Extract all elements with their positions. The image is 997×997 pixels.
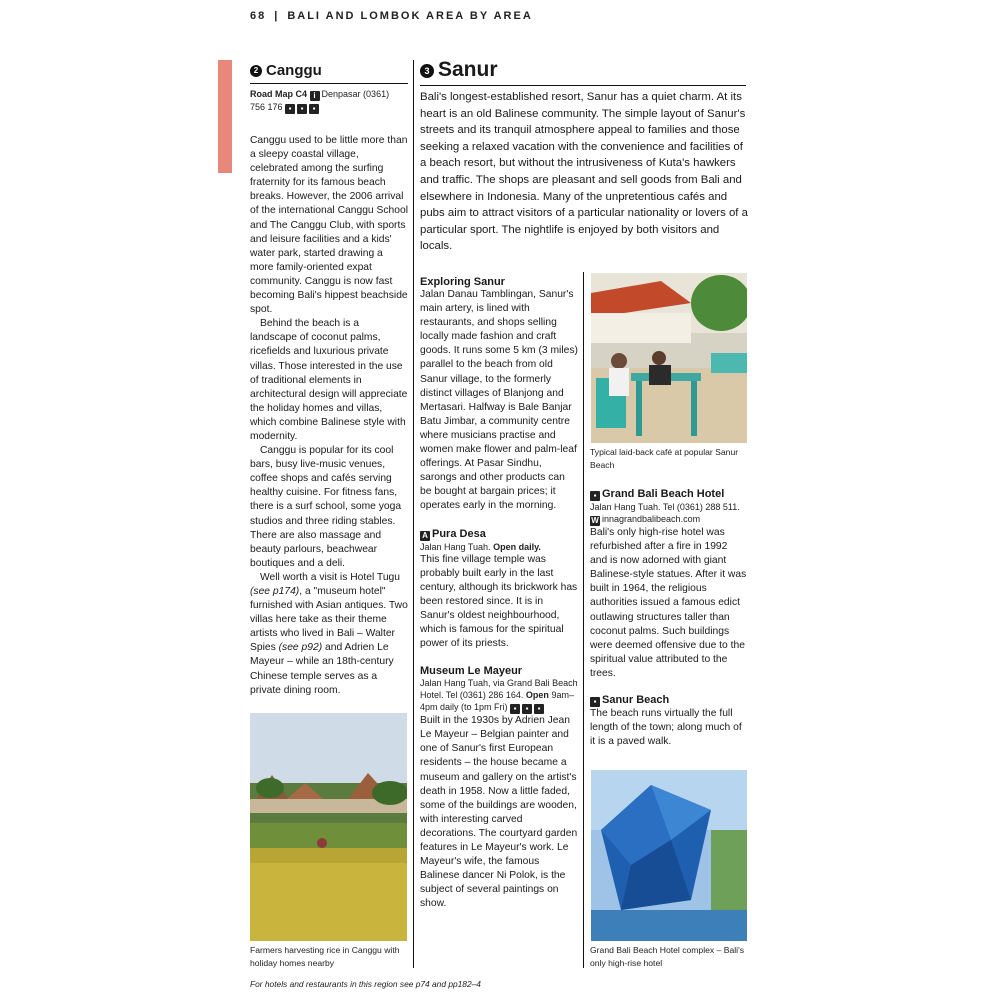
running-header <box>250 10 533 22</box>
address: Jalan Hang Tuah. <box>420 541 491 552</box>
pura-desa-info <box>420 541 578 553</box>
info-icon: i <box>310 91 320 101</box>
hotel-web <box>590 513 747 526</box>
entry-number: 2 <box>250 65 262 77</box>
section-title: BALI AND LOMBOK AREA BY AREA <box>287 10 533 22</box>
bus-icon: ▪ <box>285 104 295 114</box>
road-map-ref: Road Map C4 <box>250 89 308 99</box>
cross-reference: (see p174) <box>250 586 300 597</box>
column-divider <box>583 272 584 968</box>
exploring-text: Jalan Danau Tamblingan, Sanur's main artery, is lined with restaurants, and shops selling locally made fashion and craft goods. It runs some 5 km (3 miles) parallel to the beach from old Sanur village, to the formerly distinct villages of Blanjong and Mertasari. Halfway is Bale Banjar Batu Jimbar, a community centre where musicians practise and women make flower and palm-leaf offerings. At Pasar Sindhu, sarongs and other products can be bought at bargain prices; it operates early in the morning. <box>420 289 578 512</box>
accent-tab <box>218 60 232 173</box>
header-divider: | <box>274 10 280 22</box>
column-divider <box>413 60 414 968</box>
cross-reference: (see p92) <box>278 642 323 654</box>
hotel-heading <box>590 488 747 501</box>
hotel-section <box>590 488 747 749</box>
sanur-title: Sanur <box>438 58 498 81</box>
hotel-address: Jalan Hang Tuah. Tel (0361) 288 511. <box>590 502 740 512</box>
accessibility-icon: ▪ <box>309 104 319 114</box>
beach-title: Sanur Beach <box>602 694 670 707</box>
paragraph: Behind the beach is a landscape of coconut palms, ricefields and luxurious private villas. Those interested in the use of traditional elements in architectural design will appreciate the holiday homes and villas, which combine Balinese style with modernity. <box>250 318 408 442</box>
text-run: Well worth a visit is Hotel Tugu <box>260 571 401 583</box>
opening-hours: 9am–4pm daily (to 1pm Fri) <box>420 690 574 713</box>
heading-rule <box>250 83 408 84</box>
open-label: Open <box>525 690 549 701</box>
phone: 756 176 <box>250 102 283 112</box>
hotel-title: Grand Bali Beach Hotel <box>602 488 725 500</box>
beach-text: The beach runs virtually the full length of the town; along much of it is a paved walk. <box>590 708 742 748</box>
hotel-photo <box>591 770 747 941</box>
text-run: , a "museum hotel" furnished with Asian antiques. Two villas here take as their theme artists who lived in Bali – Walter Spies <box>250 586 408 654</box>
hotel-icon: ▪ <box>590 491 600 501</box>
entry-number: 3 <box>420 64 434 78</box>
pura-desa-text: This fine village temple was probably built early in the last century, although its brickwork has been restored since. It is in Sanur's oldest neighbourhood, which is famous for the spiritual power of its priests. <box>420 553 578 650</box>
canggu-title: Canggu <box>266 62 322 79</box>
hotel-photo-caption: Grand Bali Beach Hotel complex – Bali's only high-rise hotel <box>590 945 745 968</box>
opening-times: Open daily. <box>493 541 541 552</box>
restaurant-icon: ▪ <box>297 104 307 114</box>
pura-desa-heading <box>420 528 578 541</box>
sanur-intro: Bali's longest-established resort, Sanur has a quiet charm. At its heart is an old Balinese community. The simple layout of Sanur's streets and its tranquil atmosphere appeal to families and those seeking a relaxed vacation with the convenience and facilities of a beach resort, but without the intrusiveness of Kuta's hawkers and traffic. The shops are pleasant and sell goods from Bali and elsewhere in Indonesia. Many of the unpretentious cafés and pubs aim to attract visitors of a particular nationality or lovers of a particular sport. The nightlife is enjoyed by both visitors and locals. <box>420 91 748 253</box>
restaurant-icon: ▪ <box>522 704 532 714</box>
web-icon: W <box>591 516 599 525</box>
paragraph <box>250 571 408 698</box>
canggu-photo-caption: Farmers harvesting rice in Canggu with holiday homes nearby <box>250 945 400 968</box>
beach-heading <box>590 694 747 707</box>
cafe-photo-caption: Typical laid-back café at popular Sanur Beach <box>590 447 739 470</box>
hotel-text: Bali's only high-rise hotel was refurbished after a fire in 1992 and is now adorned with giant Balinese-style statues. After it was built in 1964, the religious authorities issued a famous edict outlawing structures taller than coconut palms. Such buildings were deemed offensive due to the spiritual value attributed to the trees. <box>590 527 747 679</box>
tourist-office: Denpasar (0361) <box>321 89 390 99</box>
address: Jalan Hang Tuah, via Grand Bali Beach Hotel. Tel (0361) 286 164. <box>420 678 578 701</box>
temple-icon: A <box>420 531 430 541</box>
paragraph: Canggu used to be little more than a sleepy coastal village, celebrated among the surfing fraternity for its famous beach breaks. However, the 2006 arrival of the international Canggu School and The Canggu Club, with sports and leisure facilities and a kids' water park, started drawing a more family-oriented expat community. Canggu is now fast becoming Bali's hippest beachside spot. <box>250 135 408 316</box>
accessibility-icon: ▪ <box>534 704 544 714</box>
museum-info <box>420 677 578 714</box>
sanur-heading <box>420 58 498 82</box>
beach-icon: ▪ <box>590 697 600 707</box>
paragraph: Canggu is popular for its cool bars, busy live-music venues, coffee shops and cafés serving healthy cuisine. For fitness fans, there is a surf school, some yoga studios and three riding stables. There are also massage and beauty parlours, beachwear boutiques and a deli. <box>250 445 402 569</box>
hotel-website[interactable]: innagrandbalibeach.com <box>602 514 701 524</box>
pura-desa-title: Pura Desa <box>432 527 486 540</box>
museum-text: Built in the 1930s by Adrien Jean Le Mayeur – Belgian painter and one of Sanur's first European residents – the house became a museum and gallery on the artist's death in 1958. Now a little faded, some of the buildings are wooden, with interesting carved decorations. The courtyard garden features in Le Mayeur's work. Le Mayeur's wife, the famous Balinese dancer Ni Polok, is the subject of several paintings on show. <box>420 715 578 910</box>
museum-title: Museum Le Mayeur <box>420 665 523 678</box>
museum-icon: ▪ <box>510 704 520 714</box>
canggu-heading <box>250 62 408 80</box>
text-run: and Adrien Le Mayeur – while an 18th-century Chinese temple serves as a private dining room. <box>250 642 394 696</box>
cafe-photo <box>591 273 747 443</box>
rice-field-photo <box>250 713 407 941</box>
heading-rule <box>420 85 746 86</box>
canggu-info <box>250 88 408 114</box>
canggu-text <box>250 134 408 698</box>
exploring-section <box>420 276 578 911</box>
page-number: 68 <box>250 10 267 22</box>
exploring-title: Exploring Sanur <box>420 276 505 288</box>
footer-note: For hotels and restaurants in this region see p74 and pp182–4 <box>250 979 481 989</box>
